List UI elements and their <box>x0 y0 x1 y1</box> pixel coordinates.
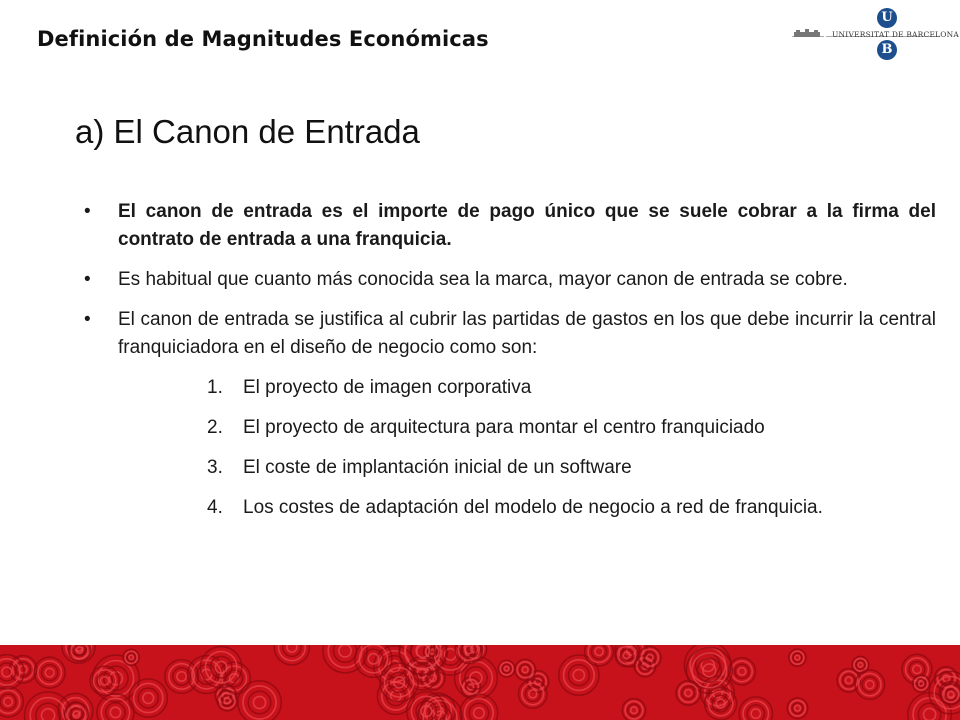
rose-shape <box>129 679 167 717</box>
numbered-item <box>207 494 936 522</box>
slide-content <box>84 198 936 534</box>
rose-shape <box>65 703 89 720</box>
numbered-item <box>207 454 936 482</box>
item-text: El proyecto de arquitectura para montar el centro franquiciado <box>243 417 765 438</box>
rose-shape <box>355 645 392 677</box>
item-text: El coste de implantación inicial de un software <box>243 457 632 478</box>
bullet-marker: • <box>84 269 91 290</box>
rose-shape <box>460 694 498 720</box>
rose-shape <box>622 699 645 720</box>
rose-shape <box>498 660 515 677</box>
item-text: Los costes de adaptación del modelo de negocio a red de franquicia. <box>243 497 823 518</box>
numbered-item <box>207 374 936 402</box>
rose-shape <box>200 647 241 688</box>
rose-shape <box>123 649 139 665</box>
rose-shape <box>0 686 23 716</box>
item-text: El proyecto de imagen corporativa <box>243 377 532 398</box>
header-title: Definición de Magnitudes Económicas <box>37 27 489 51</box>
rose-pattern <box>0 645 960 720</box>
rose-shape <box>585 645 614 666</box>
logo-letter-u: U <box>877 8 897 28</box>
rose-shape <box>238 681 281 720</box>
rose-shape <box>69 645 91 661</box>
university-logo <box>792 6 960 62</box>
rose-shape <box>789 649 806 666</box>
logo-text: UNIVERSITAT DE BARCELONA <box>832 30 960 39</box>
item-number: 1. <box>207 377 223 398</box>
rose-shape <box>639 646 661 668</box>
bullet-text: El canon de entrada se justifica al cubrir las partidas de gastos en los que debe incurrir la central franquiciadora en el diseño de negocio como son: <box>118 309 936 358</box>
bullet-text: El canon de entrada es el importe de pago único que se suele cobrar a la firma del contrato de entrada a una franquicia. <box>118 201 936 250</box>
rose-shape <box>515 659 536 680</box>
footer-decorative-band <box>0 645 960 720</box>
rose-shape <box>323 645 367 673</box>
bullet-marker: • <box>84 201 91 222</box>
logo-letter-b: B <box>877 40 897 60</box>
numbered-item <box>207 414 936 442</box>
rose-shape <box>676 681 701 706</box>
bullet-marker: • <box>84 309 91 330</box>
building-icon <box>794 29 820 37</box>
rose-shape <box>274 645 309 665</box>
rose-shape <box>902 654 932 684</box>
item-number: 4. <box>207 497 223 518</box>
bullet-item <box>84 198 936 254</box>
bullet-text: Es habitual que cuanto más conocida sea la marca, mayor canon de entrada se cobre. <box>118 269 848 290</box>
item-number: 2. <box>207 417 223 438</box>
bullet-item <box>84 266 936 294</box>
slide-title: a) El Canon de Entrada <box>75 113 420 150</box>
rose-shape <box>739 697 772 720</box>
rose-shape <box>34 657 65 688</box>
item-number: 3. <box>207 457 223 478</box>
rose-shape <box>787 698 808 719</box>
bullet-item <box>84 306 936 362</box>
